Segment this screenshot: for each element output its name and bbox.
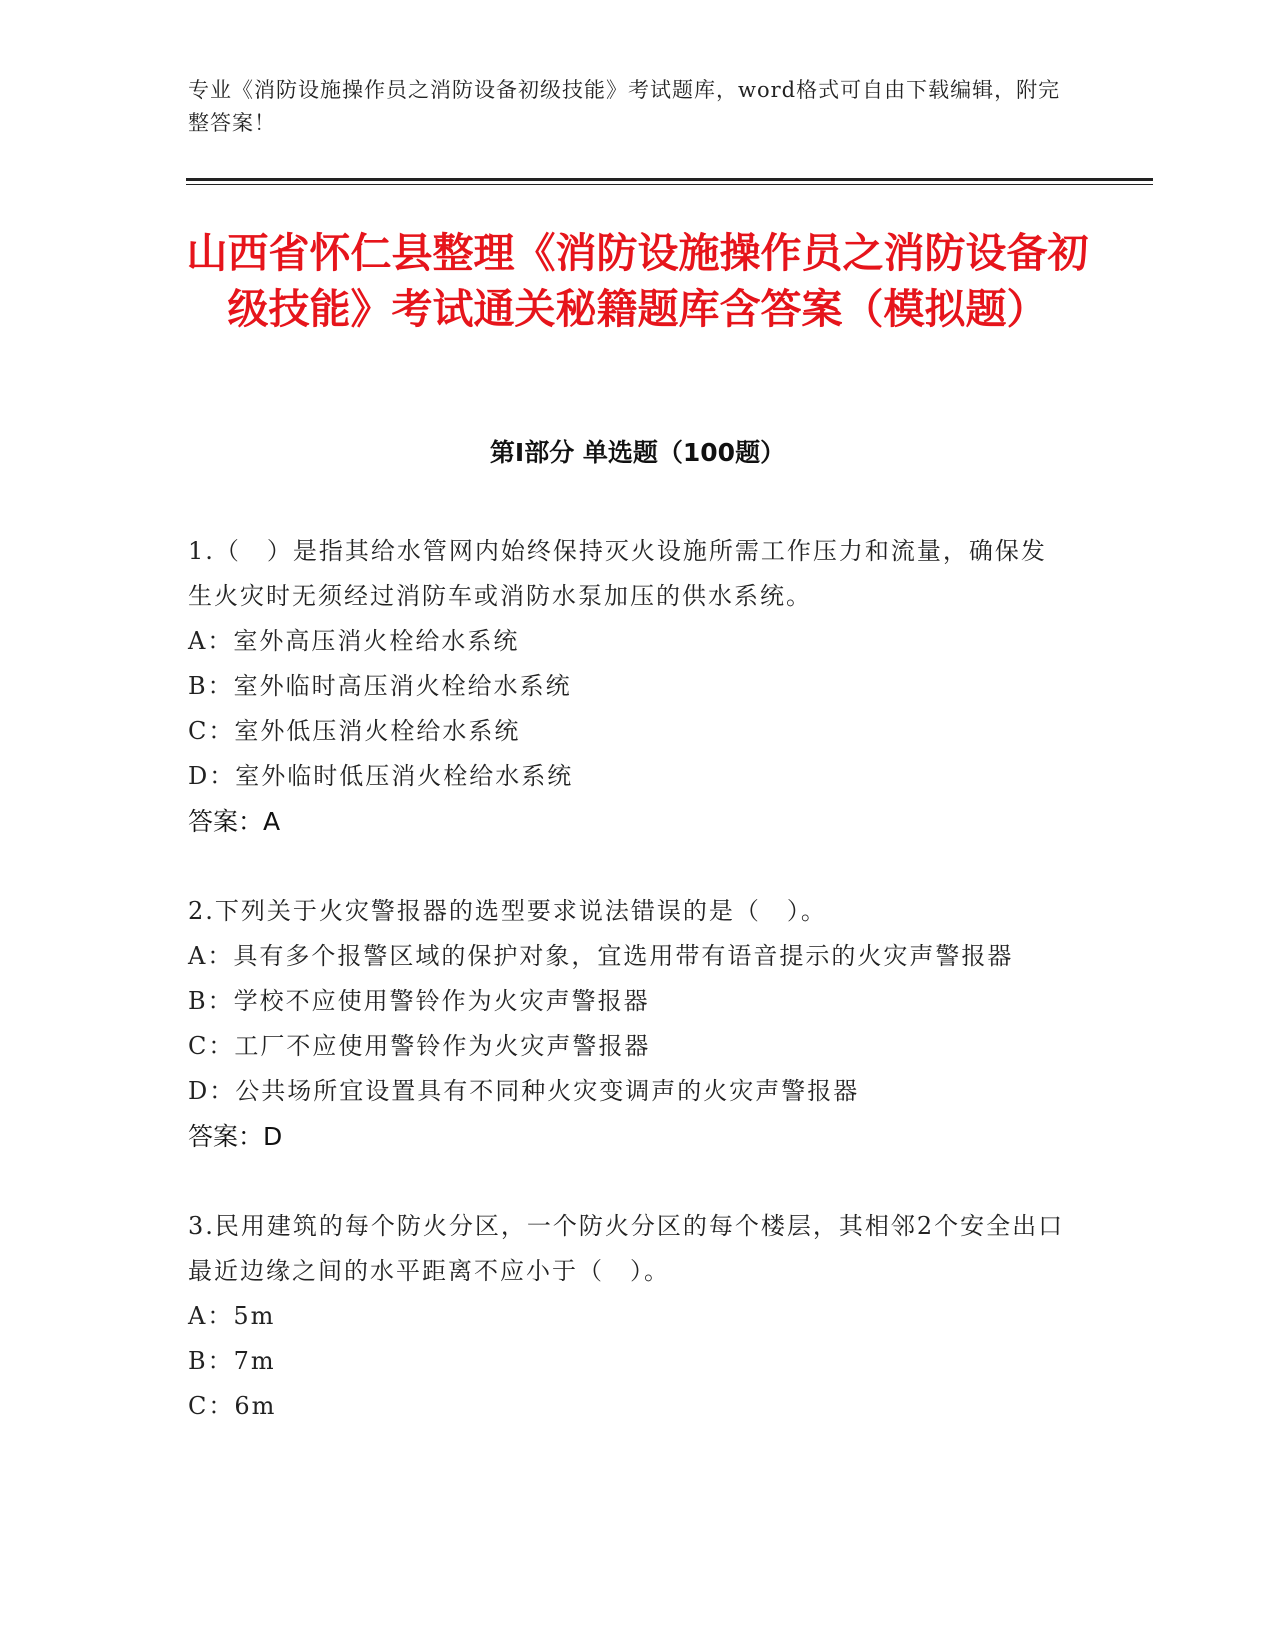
- option-d: D：室外临时低压消火栓给水系统: [188, 762, 574, 790]
- question-text: 3.民用建筑的每个防火分区，一个防火分区的每个楼层，其相邻2个安全出口最近边缘之间的水平距离不应小于（ ）。: [188, 1212, 1065, 1285]
- option-c: C：6m: [188, 1392, 277, 1420]
- document-title: 山西省怀仁县整理《消防设施操作员之消防设备初级技能》考试通关秘籍题库含答案（模拟题）: [186, 229, 1089, 333]
- answer: 答案：D: [188, 1122, 283, 1151]
- option-a: A：室外高压消火栓给水系统: [188, 627, 520, 655]
- option-b: B：室外临时高压消火栓给水系统: [188, 672, 572, 700]
- option-c: C：工厂不应使用警铃作为火灾声警报器: [188, 1032, 651, 1060]
- option-b: B：7m: [188, 1347, 276, 1375]
- question-1: [188, 529, 1068, 845]
- question-3: [188, 1204, 1068, 1429]
- question-text: 1.（ ）是指其给水管网内始终保持灭火设施所需工作压力和流量，确保发生火灾时无须经过消防车或消防水泵加压的供水系统。: [188, 537, 1047, 610]
- header-divider-thin: [186, 184, 1153, 185]
- question-list: [188, 529, 1068, 1473]
- section-title: 第Ⅰ部分 单选题（100题）: [489, 438, 786, 467]
- question-text: 2.下列关于火灾警报器的选型要求说法错误的是（ ）。: [188, 897, 827, 925]
- option-b: B：学校不应使用警铃作为火灾声警报器: [188, 987, 650, 1015]
- question-2: [188, 889, 1068, 1160]
- option-c: C：室外低压消火栓给水系统: [188, 717, 521, 745]
- answer: 答案：A: [188, 807, 281, 836]
- header-note: 专业《消防设施操作员之消防设备初级技能》考试题库，word格式可自由下载编辑，附完整答案！: [188, 78, 1061, 135]
- option-a: A：5m: [188, 1302, 276, 1330]
- header-divider-thick: [186, 178, 1153, 181]
- option-d: D：公共场所宜设置具有不同种火灾变调声的火灾声警报器: [188, 1077, 860, 1105]
- option-a: A：具有多个报警区域的保护对象，宜选用带有语音提示的火灾声警报器: [188, 942, 1014, 970]
